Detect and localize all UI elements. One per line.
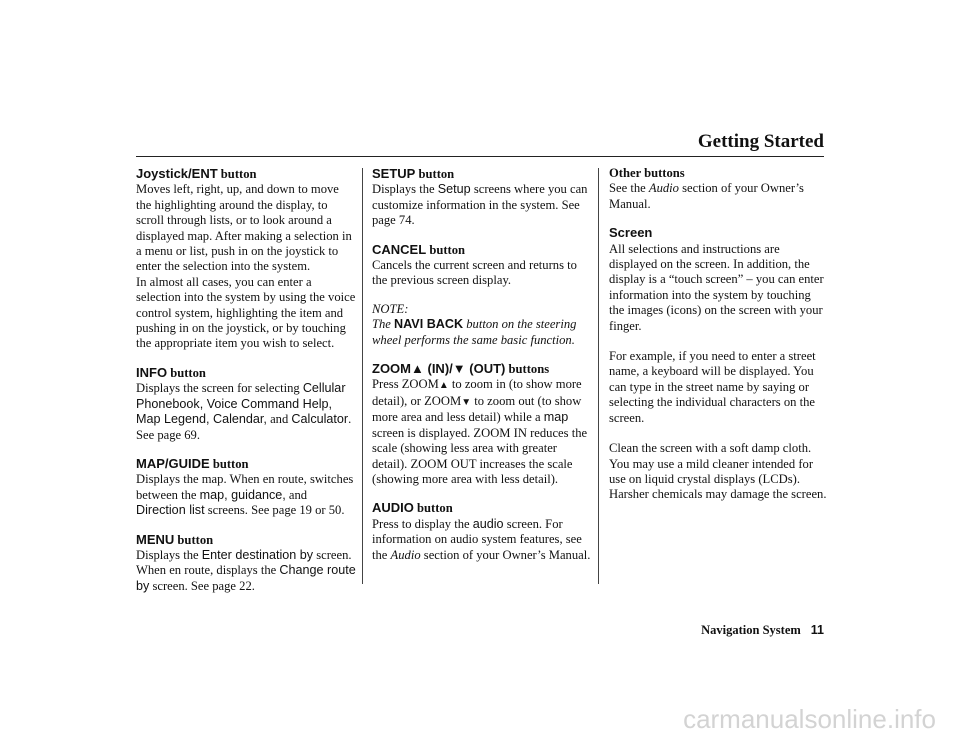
note-label: NOTE: — [372, 301, 409, 316]
heading-screen: Screen — [609, 225, 653, 241]
screen-body-1: All selections and instructions are displayed on the screen. In addition, the display is a “touch screen” – you can enter information into the system by touching the images (icons) on the screen with your finger. — [609, 241, 824, 333]
joystick-body-2: In almost all cases, you can enter a selection into the system by using the voice control system, highlighting the item and pushing in on the joystick, or by touching the appropriate item you wish to select. — [136, 274, 356, 351]
map-guide-body: Displays the map. When en route, switches between the map, guidance, and Direction list screens. See page 19 or 50. — [136, 472, 354, 518]
setup-body: Displays the Setup screens where you can customize information in the system. See page 74. — [372, 182, 588, 228]
triangle-down-icon: ▼ — [452, 361, 466, 377]
section-menu — [136, 532, 356, 595]
section-zoom — [372, 361, 592, 487]
watermark: carmanualsonline.info — [683, 704, 936, 734]
menu-body: Displays the Enter destination by screen. When en route, displays the Change route by screen. See page 22. — [136, 547, 356, 593]
section-setup — [372, 166, 592, 229]
page-number: 11 — [810, 623, 824, 637]
column-1 — [136, 166, 356, 607]
heading-audio: AUDIO button — [372, 500, 453, 516]
heading-map-guide: MAP/GUIDE button — [136, 455, 249, 471]
heading-zoom: ZOOM▲ (IN)/▼ (OUT) buttons — [372, 361, 550, 377]
header-rule — [136, 156, 824, 157]
column-divider-1 — [362, 168, 363, 584]
screen-body-2: For example, if you need to enter a street name, a keyboard will be displayed. You can type in the street name by saying or selecting the individual characters on the screen. — [609, 349, 816, 425]
triangle-up-icon: ▲ — [438, 380, 449, 392]
heading-info: INFO button — [136, 364, 206, 380]
section-info — [136, 365, 356, 443]
other-buttons-body: See the Audio section of your Owner’s Manual. — [609, 181, 804, 211]
heading-cancel: CANCEL button — [372, 241, 466, 257]
heading-other-buttons: Other buttons — [609, 166, 685, 180]
info-body: Displays the screen for selecting Cellular Phonebook, Voice Command Help, Map Legend, Calendar, and Calculator. See page 69. — [136, 381, 352, 442]
page-footer — [701, 623, 824, 638]
footer-label: Navigation System — [701, 623, 801, 637]
column-divider-2 — [598, 168, 599, 584]
zoom-body: Press ZOOM▲ to zoom in (to show more detail), or ZOOM▼ to zoom out (to show more area and less detail) while a map screen is displayed. ZOOM IN reduces the scale (showing less area with greater detail). ZOOM OUT increases the scale (showing more area with less detail). — [372, 377, 588, 486]
section-cancel — [372, 242, 592, 289]
column-2 — [372, 166, 592, 576]
section-note — [372, 302, 592, 348]
section-audio — [372, 500, 592, 563]
cancel-body: Cancels the current screen and returns to the previous screen display. — [372, 258, 577, 288]
heading-menu: MENU button — [136, 531, 214, 547]
screen-body-3: Clean the screen with a soft damp cloth. You may use a mild cleaner intended for use on liquid crystal displays (LCDs). Harsher chemicals may damage the screen. — [609, 441, 827, 502]
section-map-guide — [136, 456, 356, 519]
triangle-up-icon: ▲ — [411, 361, 424, 377]
heading-joystick: Joystick/ENT button — [136, 166, 257, 181]
page-title: Getting Started — [697, 131, 824, 152]
section-screen — [609, 225, 829, 503]
note-body: The NAVI BACK button on the steering wheel performs the same basic function. — [372, 317, 577, 347]
section-joystick — [136, 166, 356, 352]
triangle-down-icon: ▼ — [461, 396, 472, 408]
audio-body: Press to display the audio screen. For information on audio system features, see the Audio section of your Owner’s Manual. — [372, 516, 591, 562]
heading-setup: SETUP button — [372, 166, 455, 181]
column-3 — [609, 166, 829, 516]
joystick-body: Moves left, right, up, and down to move the highlighting around the display, to scroll through lists, or to look around a displayed map. After making a selection in a menu or list, push in on the joystick to enter the selection into the system. — [136, 182, 352, 274]
section-other-buttons — [609, 166, 829, 212]
